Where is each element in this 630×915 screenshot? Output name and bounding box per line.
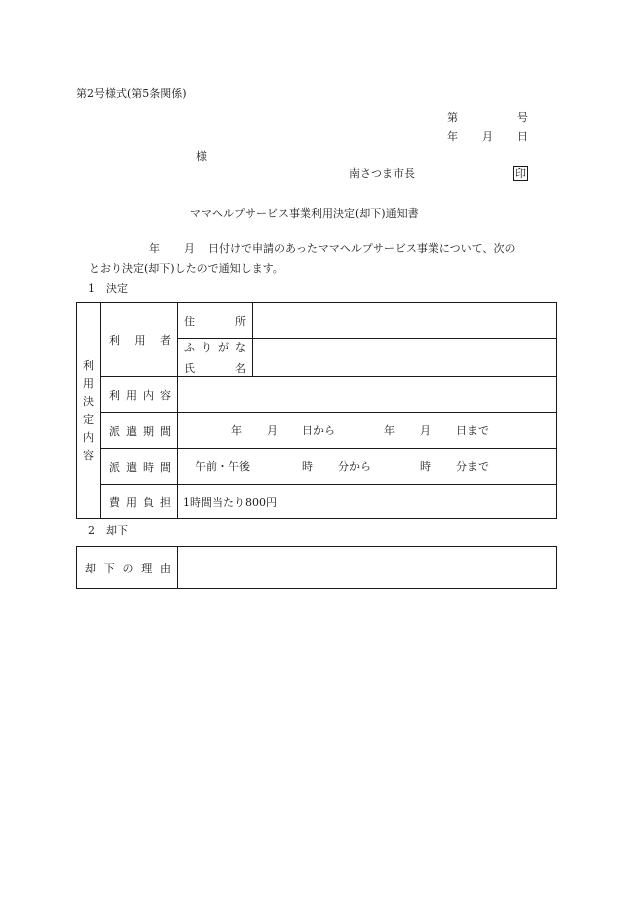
decision-table [76, 302, 557, 519]
doc-number-prefix: 第 [447, 111, 458, 124]
body-month: 月 [184, 242, 195, 255]
doc-number-suffix: 号 [517, 111, 528, 124]
body-year: 年 [149, 242, 160, 255]
date-day: 日 [517, 130, 528, 143]
form-reference: 第2号様式(第5条関係) [76, 87, 187, 100]
usage-label: 利 用 内 容 [101, 377, 178, 413]
addressee-suffix: 様 [196, 150, 207, 163]
document-title: ママヘルプサービス事業利用決定(却下)通知書 [190, 207, 419, 220]
section1-heading: 1 決定 [88, 282, 128, 295]
body-line1: 日付けで申請のあったママヘルプサービス事業について、次の [208, 242, 516, 255]
furigana-name-label: ふ り が な 氏 名 [178, 339, 253, 377]
address-label: 住 所 [178, 303, 253, 339]
cost-label: 費 用 負 担 [101, 485, 178, 519]
date-year: 年 [447, 130, 458, 143]
cost-value: 1時間当たり800円 [178, 485, 557, 519]
decision-side-label: 利 用 決 定 内 容 [77, 303, 101, 519]
period-value[interactable]: 年 月 日から 年 月 日まで [178, 413, 557, 449]
time-value[interactable]: 午前・午後 時 分から 時 分まで [178, 449, 557, 485]
section2-heading: 2 却下 [88, 524, 128, 537]
date-month: 月 [482, 130, 493, 143]
address-value[interactable] [253, 303, 557, 339]
user-label: 利 用 者 [101, 303, 178, 377]
period-label: 派 遣 期 間 [101, 413, 178, 449]
rejection-reason-label: 却 下 の 理 由 [77, 547, 178, 589]
rejection-table [76, 546, 557, 589]
issuer-name: 南さつま市長 [349, 167, 415, 180]
usage-value[interactable] [178, 377, 557, 413]
seal-mark: 印 [515, 167, 526, 180]
name-value[interactable] [253, 339, 557, 377]
rejection-reason-value[interactable] [178, 547, 557, 589]
time-label: 派 遣 時 間 [101, 449, 178, 485]
body-line2: とおり決定(却下)したので通知します。 [89, 262, 284, 275]
